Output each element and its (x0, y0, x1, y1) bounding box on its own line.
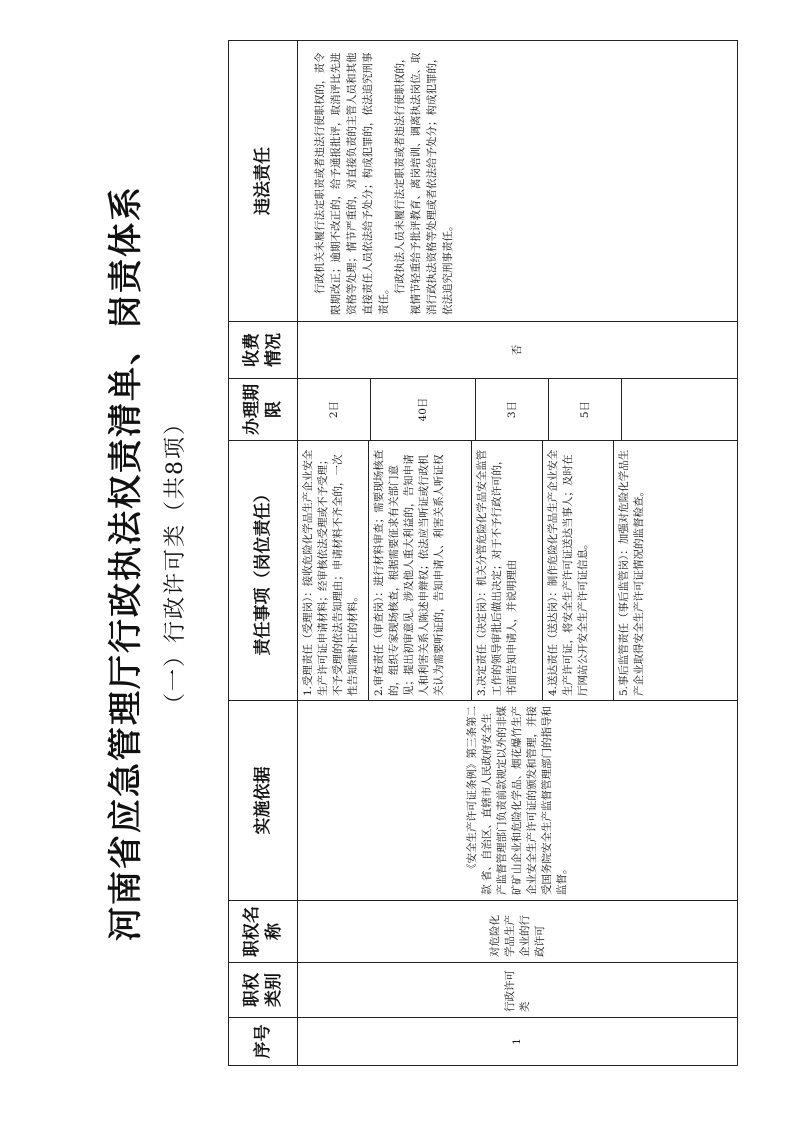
header-row (229, 41, 298, 1066)
liability-personnel: 行政执法人员未履行法定职责或者违法行使职权的，视情节轻重给予批评教育、离岗培训、调离执法岗位、取消行政执法资格等处理或者依法给予处分；构成犯罪的，依法追究刑事责任。 (394, 52, 454, 315)
header-liability: 违法责任 (229, 41, 298, 322)
period-accept: 2日 (327, 400, 340, 419)
period-review: 40日 (370, 379, 475, 440)
cell-period (298, 379, 738, 441)
liability-section (298, 41, 460, 321)
duty-accept: 1.受理责任（受理岗）：接收危险化学品生产企业安全生产许可证申请材料；经审核依法受理或不予受理；不予受理的依法告知理由；申请材料不齐全的，一次性告知需补正的材料。 (302, 449, 359, 696)
duty-supervision: 5.事后监管责任（事后监管岗）：加强对危险化学品生产企业取得安全生产许可证情况的监督检查。 (613, 441, 720, 700)
period-decision: 3日 (475, 379, 548, 440)
header-basis: 实施依据 (229, 701, 298, 901)
liability-agency: 行政机关未履行法定职责或者违法行使职权的，责令限期改正；逾期不改正的，给予通报批评，取消评比先进资格等处理；情节严重的，对直接负责的主管人员和其他直接责任人员依法给予处分；构成犯罪的，依法追究刑事责任。 (314, 52, 390, 315)
page-title: 河南省应急管理厅行政执法权责清单、岗责体系 (106, 185, 146, 941)
cell-basis: 《安全生产许可证条例》第三条第二款 省、自治区、直辖市人民政府安全生产监督管理部门负责前款规定以外的非煤矿矿山企业和危险化学品、烟花爆竹生产企业安全生产许可证的颁发和管理，并接受国务院安全生产监督管理部门的指导和监督。 (298, 701, 738, 901)
cell-seq: 1 (298, 1018, 738, 1066)
duty-review: 2.审查责任（审查岗）：进行材料审查；需要现场核查的，组织专家现场核查，根据需要征求有关部门意见；提出初审意见。涉及他人重大利益的，告知申请人和利害关系人陈述申辩权；依法应当听证或行政机关认为需要听证的，告知申请人、利害关系人听证权 (368, 441, 471, 700)
header-type: 职权类别 (229, 963, 298, 1018)
cell-name: 对危险化学品生产企业的行政许可 (298, 901, 738, 963)
period-delivery: 5日 (548, 379, 621, 440)
table-row (298, 41, 738, 1066)
header-seq: 序号 (229, 1018, 298, 1066)
header-period: 办理期限 (229, 379, 298, 441)
cell-type: 行政许可类 (298, 963, 738, 1018)
header-duties: 责任事项（岗位责任） (229, 441, 298, 701)
page-subtitle: （一）行政许可类（共8项） (163, 411, 188, 715)
header-fee: 收费情况 (229, 322, 298, 379)
header-name: 职权名称 (229, 901, 298, 963)
period-supervision (621, 379, 730, 440)
cell-fee: 否 (298, 322, 738, 379)
responsibility-table (228, 40, 738, 1066)
duty-delivery: 4.送达责任（送达岗）：制作危险化学品生产企业安全生产许可证，将安全生产许可证送达当事人；及时在厅网站公开安全生产许可证信息。 (542, 441, 613, 700)
cell-liability (298, 41, 738, 322)
duty-decision: 3.决定责任（决定岗）：机关分管危险化学品安全监管工作的领导审批后做出决定；对于不予行政许可的，书面告知申请人，并说明理由 (471, 441, 542, 700)
cell-duties (298, 441, 738, 701)
